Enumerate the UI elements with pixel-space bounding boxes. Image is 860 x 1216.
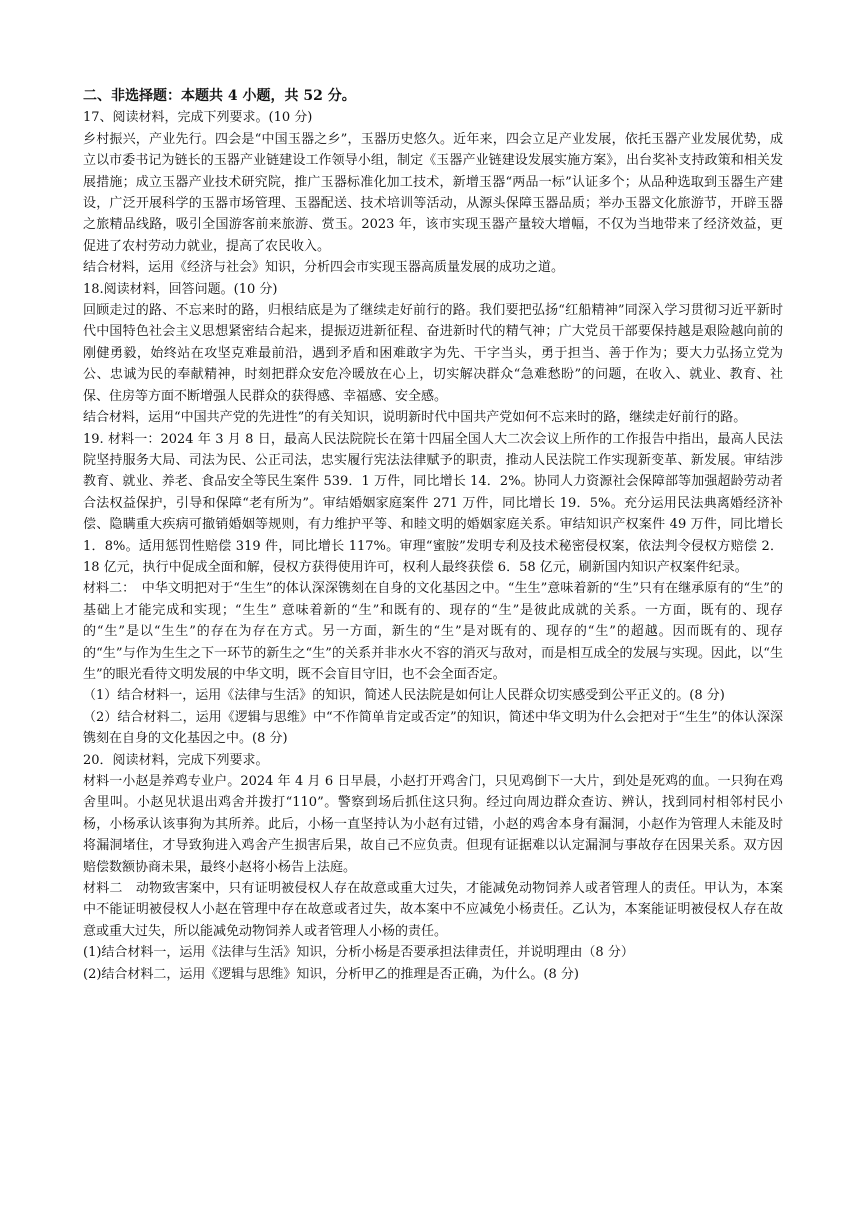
q20-title: 20．阅读材料，完成下列要求。 xyxy=(83,752,269,768)
q18-title: 18.阅读材料，回答问题。(10 分) xyxy=(83,281,278,297)
q19-material-2: 材料二： 中华文明把对于“生生”的体认深深镌刻在自身的文化基因之中。“生生”意味着新的“生”只有在继承原有的“生”的基础上才能完成和实现；“生生” 意味着新的“生”和既有的、现存的“生”是彼此成就的关系。一方面，既有的、现存的“生”是以“生生”的存在为存在方式。另一方面，新生的“生”是对既有的、现存的“生”的超越。因而既有的、现存的“生”与作为生生之下一环节的新生之“生”的关系并非水火不容的消灭与敌对，而是相互成全的发展与实现。因此，以“生生”的眼光看待文明发展的中华文明，既不会盲目守旧，也不会全面否定。 xyxy=(83,581,783,682)
q20-subquestion-1: (1)结合材料一，运用《法律与生活》知识，分析小杨是否要承担法律责任，并说明理由（8 分） xyxy=(83,945,634,961)
q18-material: 回顾走过的路、不忘来时的路，归根结底是为了继续走好前行的路。我们要把弘扬“红船精神”同深入学习贯彻习近平新时代中国特色社会主义思想紧密结合起来，提振迈进新征程、奋进新时代的精气神；广大党员干部要保持越是艰险越向前的刚健勇毅，始终站在攻坚克难最前沿，遇到矛盾和困难敢字为先、干字当头，勇于担当、善于作为；要大力弘扬立党为公、忠诚为民的奉献精神，时刻把群众安危冷暖放在心上，切实解决群众“急难愁盼”的问题，在收入、就业、教育、社保、住房等方面不断增强人民群众的获得感、幸福感、安全感。 xyxy=(83,303,783,404)
q20-subquestion-2: (2)结合材料二，运用《逻辑与思维》知识，分析甲乙的推理是否正确，为什么。(8 分) xyxy=(83,966,579,982)
q18-question: 结合材料，运用“中国共产党的先进性”的有关知识，说明新时代中国共产党如何不忘来时的路，继续走好前行的路。 xyxy=(83,410,747,426)
q19-subquestion-2: （2）结合材料二，运用《逻辑与思维》中“不作简单肯定或否定”的知识，简述中华文明为什么会把对于“生生”的体认深深镌刻在自身的文化基因之中。(8 分) xyxy=(83,709,783,747)
exam-page xyxy=(83,86,783,985)
q19-subquestion-1: （1）结合材料一，运用《法律与生活》的知识，简述人民法院是如何让人民群众切实感受到公平正义的。(8 分) xyxy=(83,688,725,704)
section-heading: 二、非选择题：本题共 4 小题，共 52 分。 xyxy=(83,88,356,104)
q19-material-1: 19. 材料一：2024 年 3 月 8 日，最高人民法院院长在第十四届全国人大二次会议上所作的工作报告中指出，最高人民法院坚持服务大局、司法为民、公正司法，忠实履行宪法法律赋予的职责，推动人民法院工作实现新变革、新发展。审结涉教育、就业、养老、食品安全等民生案件 539．1 万件，同比增长 14．2%。协同人力资源社会保障部等加强超龄劳动者合法权益保护，引导和保障“老有所为”。审结婚姻家庭案件 271 万件，同比增长 19．5%。充分运用民法典离婚经济补偿、隐瞒重大疾病可撤销婚姻等规则，有力维护平等、和睦文明的婚姻家庭关系。审结知识产权案件 49 万件，同比增长 1．8%。适用惩罚性赔偿 319 件，同比增长 117%。审理“蜜胺”发明专利及技术秘密侵权案，依法判令侵权方赔偿 2．18 亿元，执行中促成全面和解，侵权方获得使用许可，权利人最终获偿 6．58 亿元，刷新国内知识产权案件纪录。 xyxy=(83,431,783,575)
q20-material-1: 材料一小赵是养鸡专业户。2024 年 4 月 6 日早晨，小赵打开鸡舍门，只见鸡倒下一大片，到处是死鸡的血。一只狗在鸡舍里叫。小赵见状退出鸡舍并拨打“110”。警察到场后抓住这只狗。经过向周边群众查访、辨认，找到同村相邻村民小杨，小杨承认该事狗为其所养。此后，小杨一直坚持认为小赵有过错，小赵的鸡舍本身有漏洞，小赵作为管理人未能及时将漏洞堵住，才导致狗进入鸡舍产生损害后果，故自己不应负责。但现有证据难以认定漏洞与事故存在因果关系。双方因赔偿数额协商未果，最终小赵将小杨告上法庭。 xyxy=(83,774,783,875)
q17-question: 结合材料，运用《经济与社会》知识，分析四会市实现玉器高质量发展的成功之道。 xyxy=(83,260,565,276)
q20-material-2: 材料二 动物致害案中，只有证明被侵权人存在故意或重大过失，才能减免动物饲养人或者管理人的责任。甲认为，本案中不能证明被侵权人小赵在管理中存在故意或者过失，故本案中不应减免小杨责任。乙认为，本案能证明被侵权人存在故意或重大过失，所以能减免动物饲养人或者管理人小杨的责任。 xyxy=(83,881,783,939)
q17-title: 17、阅读材料，完成下列要求。(10 分) xyxy=(83,110,313,126)
q17-material: 乡村振兴，产业先行。四会是“中国玉器之乡”，玉器历史悠久。近年来，四会立足产业发展，依托玉器产业发展优势，成立以市委书记为链长的玉器产业链建设工作领导小组，制定《玉器产业链建设发展实施方案》，出台奖补支持政策和相关发展措施；成立玉器产业技术研究院，推广玉器标准化加工技术，新增玉器“两品一标”认证多个；从品种选取到玉器生产建设，广泛开展科学的玉器市场管理、玉器配送、技术培训等活动，从源头保障玉器品质；举办玉器文化旅游节，开辟玉器之旅精品线路，吸引全国游客前来旅游、赏玉。2023 年，该市实现玉器产量较大增幅，不仅为当地带来了经济效益，更促进了农村劳动力就业，提高了农民收入。 xyxy=(83,131,783,254)
